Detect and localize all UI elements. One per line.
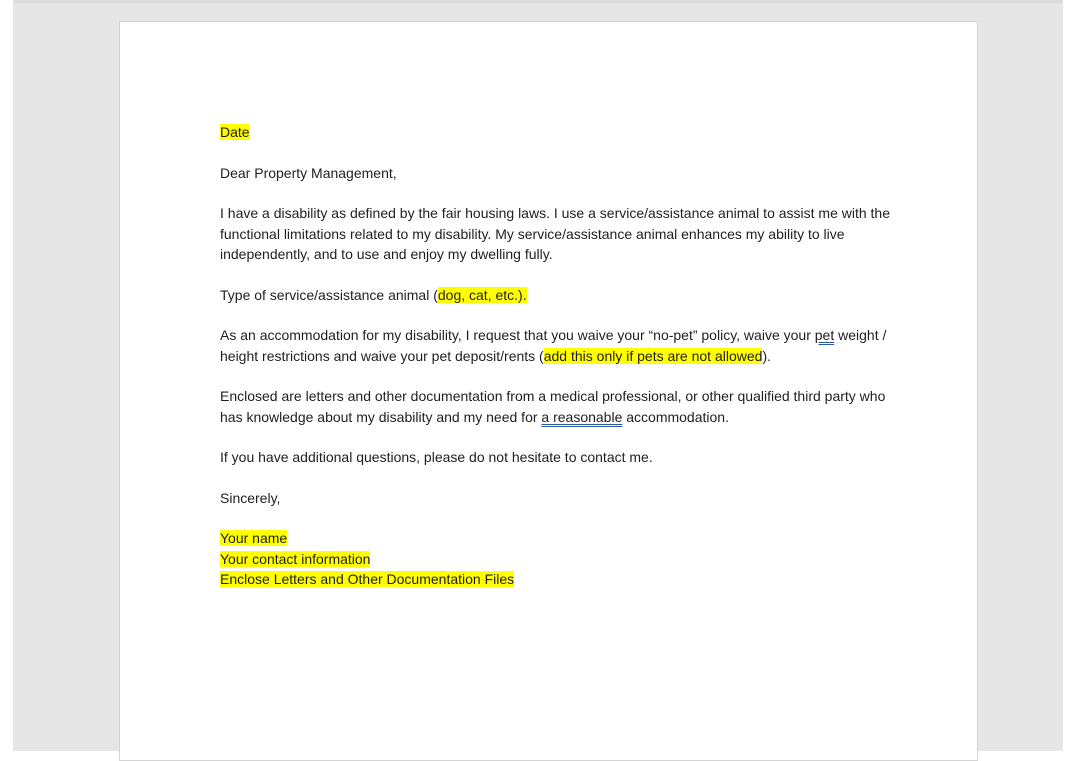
- date-line[interactable]: [220, 122, 890, 143]
- request-text-2: weight / height restrictions and waive your pet deposit/rents (: [220, 327, 887, 364]
- request-text-3: ).: [762, 347, 771, 364]
- enclosures-text-1: Enclosed are letters and other documentation from a medical professional, or other qualified third party who has knowledge about my disability and my need for: [220, 388, 886, 425]
- signature-name-placeholder[interactable]: Your name: [220, 530, 288, 546]
- enclosures-text-2: accommodation.: [622, 408, 729, 425]
- paragraph-questions[interactable]: If you have additional questions, please do not hesitate to contact me.: [220, 449, 653, 465]
- request-text-1: As an accommodation for my disability, I request that you waive your “no-pet” policy, waive your: [220, 327, 815, 343]
- letter-body[interactable]: [220, 122, 890, 590]
- signature-name-line[interactable]: [220, 528, 890, 549]
- paragraph-animal-type[interactable]: [220, 285, 890, 306]
- paragraph-enclosures[interactable]: [220, 386, 890, 427]
- paragraph-accommodation-request[interactable]: [220, 325, 890, 366]
- date-placeholder[interactable]: Date: [220, 124, 250, 140]
- signature-contact-line[interactable]: [220, 549, 890, 570]
- document-workspace[interactable]: [13, 0, 1063, 751]
- signature-contact-placeholder[interactable]: Your contact information: [220, 550, 371, 567]
- animal-type-label: Type of service/assistance animal (: [220, 286, 438, 303]
- signature-enclosures-placeholder[interactable]: Enclose Letters and Other Documentation Files: [220, 571, 515, 587]
- animal-type-placeholder[interactable]: dog, cat, etc.).: [437, 286, 527, 303]
- paragraph-disability[interactable]: I have a disability as defined by the fair housing laws. I use a service/assistance animal to assist me with the functional limitations related to my disability. My service/assistance animal enhances my ability to live independently, and to use and enjoy my dwelling fully.: [220, 205, 891, 262]
- document-page[interactable]: [119, 21, 978, 761]
- pets-not-allowed-placeholder[interactable]: add this only if pets are not allowed: [543, 347, 763, 364]
- grammar-flag-pet[interactable]: pet: [814, 327, 835, 343]
- closing[interactable]: Sincerely,: [220, 489, 281, 506]
- signature-enclosures-line[interactable]: [220, 569, 890, 590]
- grammar-flag-a-reasonable[interactable]: a reasonable: [541, 408, 623, 425]
- salutation[interactable]: Dear Property Management,: [220, 164, 397, 181]
